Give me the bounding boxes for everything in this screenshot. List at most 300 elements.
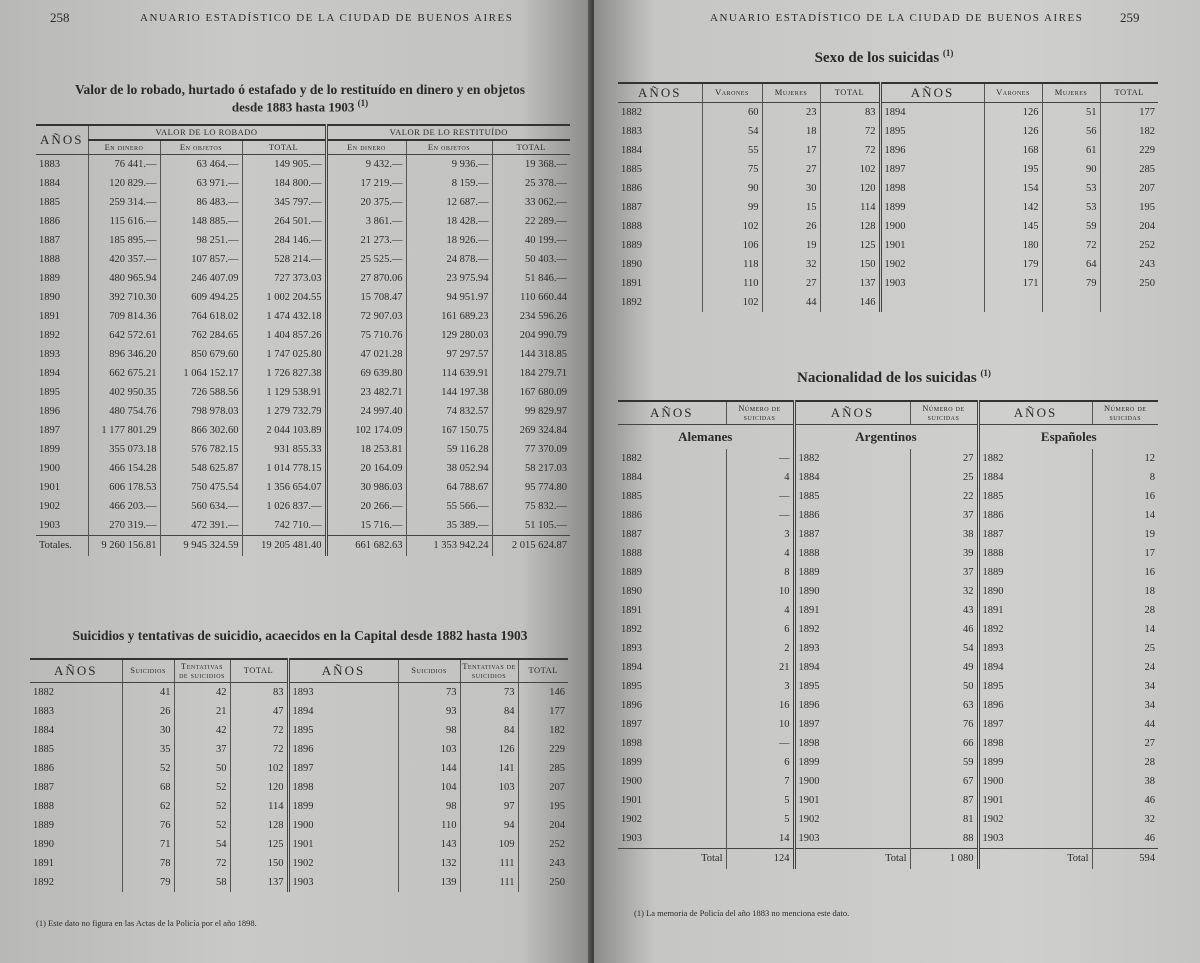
table-row — [30, 778, 568, 797]
sexo-footnote-mark: (1) — [942, 48, 954, 58]
total-cell: 195 — [549, 800, 565, 812]
table-row — [618, 141, 1158, 160]
numero-cell: 63 — [910, 696, 978, 715]
total-cell: 72 — [820, 122, 880, 141]
numero-cell: 43 — [910, 601, 978, 620]
suicidios-cell: 68 — [122, 778, 174, 797]
table-row — [618, 582, 1158, 601]
table-row — [36, 402, 570, 421]
restituido-total-cell: 77 370.09 — [525, 443, 567, 455]
table-row — [618, 179, 1158, 198]
numero-cell: 88 — [910, 829, 978, 849]
totals-robado-objetos: 9 945 324.59 — [160, 535, 242, 556]
robado-objetos-cell: 1 064 152.17 — [160, 364, 242, 383]
total-cell: 72 — [230, 721, 288, 740]
robado-dinero-cell: 420 357.— — [88, 250, 160, 269]
year-cell: 1892 — [794, 620, 910, 639]
total-cell: 146 — [549, 686, 565, 698]
numero-cell: 7 — [726, 772, 794, 791]
table-row — [618, 506, 1158, 525]
restituido-total-cell: 51 105.— — [525, 519, 567, 531]
table-row — [30, 682, 568, 702]
robado-dinero-cell: 76 441.— — [88, 154, 160, 174]
robado-total-cell: 149 905.— — [242, 154, 326, 174]
robado-total-cell: 1 474 432.18 — [242, 307, 326, 326]
tentativas-cell: 141 — [460, 759, 518, 778]
table-row — [618, 160, 1158, 179]
robado-objetos-cell: 63 971.— — [160, 174, 242, 193]
year-cell: 1892 — [618, 293, 702, 312]
robado-dinero-cell: 115 616.— — [88, 212, 160, 231]
restituido-dinero-cell: 15 708.47 — [326, 288, 406, 307]
table-row — [36, 193, 570, 212]
header-valor-robado: VALOR DE LO ROBADO — [88, 125, 326, 140]
robado-objetos-cell: 576 782.15 — [160, 440, 242, 459]
year-cell: 1890 — [794, 582, 910, 601]
mujeres-cell: 59 — [1042, 217, 1100, 236]
varones-cell: 75 — [702, 160, 762, 179]
table-row — [618, 293, 1158, 312]
robado-total-cell: 742 710.— — [242, 516, 326, 536]
nationality-name-2: Españoles — [1040, 428, 1097, 444]
year-cell: 1889 — [618, 236, 702, 255]
restituido-total-cell: 269 324.84 — [519, 424, 567, 436]
year-cell: 1892 — [978, 620, 1092, 639]
restituido-dinero-cell: 9 432.— — [326, 154, 406, 174]
year-cell: 1896 — [36, 402, 88, 421]
nac-header-numero-1: Número de suicidas — [726, 401, 794, 424]
numero-cell: 5 — [726, 810, 794, 829]
nationality-name-1: Argentinos — [794, 424, 978, 449]
robado-objetos-cell: 246 407.09 — [160, 269, 242, 288]
numero-cell: 46 — [1144, 794, 1155, 806]
table-row — [618, 715, 1158, 734]
nac-header-anos-3: AÑOS — [978, 401, 1092, 424]
numero-cell: 87 — [910, 791, 978, 810]
total-cell: 102 — [230, 759, 288, 778]
restituido-dinero-cell: 102 174.09 — [326, 421, 406, 440]
year-cell: 1897 — [288, 759, 398, 778]
total-cell: 229 — [549, 743, 565, 755]
year-cell: 1902 — [618, 810, 726, 829]
numero-cell: 54 — [910, 639, 978, 658]
empty-cell — [1100, 293, 1158, 312]
year-cell: 1901 — [36, 478, 88, 497]
mujeres-cell: 17 — [762, 141, 820, 160]
mujeres-cell: 23 — [762, 102, 820, 122]
header-restituido-total: TOTAL — [492, 140, 570, 154]
year-cell: 1885 — [794, 487, 910, 506]
total-cell: 252 — [549, 838, 565, 850]
year-cell: 1896 — [880, 141, 984, 160]
table-row — [618, 810, 1158, 829]
mujeres-cell: 18 — [762, 122, 820, 141]
numero-cell: 25 — [910, 468, 978, 487]
restituido-objetos-cell: 167 150.75 — [406, 421, 492, 440]
tentativas-cell: 109 — [460, 835, 518, 854]
total-cell: 47 — [230, 702, 288, 721]
numero-cell: 76 — [910, 715, 978, 734]
robado-dinero-cell: 662 675.21 — [88, 364, 160, 383]
year-cell: 1899 — [288, 797, 398, 816]
robado-objetos-cell: 764 618.02 — [160, 307, 242, 326]
suicidios-cell: 76 — [122, 816, 174, 835]
restituido-objetos-cell: 8 159.— — [406, 174, 492, 193]
year-cell: 1901 — [880, 236, 984, 255]
table-row — [36, 212, 570, 231]
table-row — [618, 829, 1158, 849]
year-cell: 1899 — [794, 753, 910, 772]
year-cell: 1892 — [30, 873, 122, 892]
nationality-name-0: Alemanes — [618, 424, 794, 449]
mujeres-cell: 26 — [762, 217, 820, 236]
tentativas-cell: 111 — [460, 854, 518, 873]
robado-total-cell: 1 026 837.— — [242, 497, 326, 516]
year-cell: 1890 — [618, 255, 702, 274]
robado-objetos-cell: 107 857.— — [160, 250, 242, 269]
year-cell: 1888 — [618, 544, 726, 563]
tentativas-cell: 50 — [174, 759, 230, 778]
year-cell: 1900 — [288, 816, 398, 835]
tentativas-cell: 54 — [174, 835, 230, 854]
total-cell: 243 — [549, 857, 565, 869]
sexo-header-mujeres-left: Mujeres — [762, 83, 820, 102]
total-value: 124 — [726, 848, 794, 869]
total-cell: 204 — [549, 819, 565, 831]
robado-objetos-cell: 609 494.25 — [160, 288, 242, 307]
restituido-total-cell: 58 217.03 — [525, 462, 567, 474]
suicidios-cell: 41 — [122, 682, 174, 702]
year-cell: 1894 — [794, 658, 910, 677]
total-cell: 182 — [1139, 125, 1155, 137]
year-cell: 1886 — [618, 506, 726, 525]
year-cell: 1903 — [288, 873, 398, 892]
restituido-total-cell: 40 199.— — [525, 234, 567, 246]
year-cell: 1882 — [618, 102, 702, 122]
restituido-dinero-cell: 3 861.— — [326, 212, 406, 231]
year-cell: 1883 — [618, 122, 702, 141]
numero-cell: 8 — [726, 563, 794, 582]
suicidios-cell: 26 — [122, 702, 174, 721]
numero-cell: — — [726, 506, 794, 525]
year-cell: 1884 — [978, 468, 1092, 487]
numero-cell: 66 — [910, 734, 978, 753]
numero-cell: 27 — [910, 449, 978, 468]
table-row — [618, 696, 1158, 715]
year-cell: 1884 — [618, 468, 726, 487]
year-cell: 1899 — [618, 753, 726, 772]
total-cell: 207 — [549, 781, 565, 793]
numero-cell: 27 — [1144, 737, 1155, 749]
varones-cell: 99 — [702, 198, 762, 217]
total-cell: 120 — [820, 179, 880, 198]
numero-cell: — — [726, 487, 794, 506]
total-cell: 114 — [230, 797, 288, 816]
table-row — [30, 816, 568, 835]
year-cell: 1901 — [794, 791, 910, 810]
year-cell: 1886 — [30, 759, 122, 778]
total-cell: 252 — [1139, 239, 1155, 251]
tentativas-cell: 73 — [460, 682, 518, 702]
year-cell: 1898 — [618, 734, 726, 753]
footnote-right: (1) La memoria de Policía del año 1883 no menciona este dato. — [634, 908, 850, 918]
empty-cell — [1042, 293, 1100, 312]
restituido-objetos-cell: 74 832.57 — [406, 402, 492, 421]
robado-total-cell: 931 855.33 — [242, 440, 326, 459]
robado-dinero-cell: 642 572.61 — [88, 326, 160, 345]
nacionalidad-table — [618, 400, 1158, 869]
suicidios-cell: 110 — [398, 816, 460, 835]
table-row — [36, 497, 570, 516]
sexo-title — [694, 48, 1074, 67]
numero-cell: 10 — [726, 715, 794, 734]
year-cell: 1884 — [30, 721, 122, 740]
footnote-left: (1) Este dato no figura en las Actas de la Policía por el año 1898. — [36, 918, 257, 928]
table-row — [30, 759, 568, 778]
tentativas-cell: 97 — [460, 797, 518, 816]
year-cell: 1893 — [36, 345, 88, 364]
robado-table — [36, 124, 570, 556]
sexo-header-total-left: TOTAL — [820, 83, 880, 102]
year-cell: 1899 — [36, 440, 88, 459]
restituido-total-cell: 25 378.— — [525, 177, 567, 189]
tentativas-cell: 126 — [460, 740, 518, 759]
tentativas-cell: 42 — [174, 721, 230, 740]
year-cell: 1900 — [978, 772, 1092, 791]
total-cell: 229 — [1139, 144, 1155, 156]
table-row — [618, 217, 1158, 236]
year-cell: 1903 — [36, 516, 88, 536]
restituido-objetos-cell: 35 389.— — [406, 516, 492, 536]
numero-cell: 32 — [910, 582, 978, 601]
table-row — [30, 835, 568, 854]
year-cell: 1885 — [618, 487, 726, 506]
totals-row — [618, 848, 1158, 869]
year-cell: 1900 — [36, 459, 88, 478]
mujeres-cell: 72 — [1042, 236, 1100, 255]
right-page — [594, 0, 1200, 963]
restituido-total-cell: 144 318.85 — [519, 348, 567, 360]
varones-cell: 60 — [702, 102, 762, 122]
robado-dinero-cell: 466 203.— — [88, 497, 160, 516]
varones-cell: 126 — [984, 102, 1042, 122]
numero-cell: 37 — [910, 563, 978, 582]
total-cell: 204 — [1139, 220, 1155, 232]
restituido-total-cell: 51 846.— — [525, 272, 567, 284]
year-cell: 1900 — [794, 772, 910, 791]
year-cell: 1890 — [30, 835, 122, 854]
tentativas-cell: 21 — [174, 702, 230, 721]
year-cell: 1895 — [618, 677, 726, 696]
suicidios-cell: 93 — [398, 702, 460, 721]
mujeres-cell: 56 — [1042, 122, 1100, 141]
table-row — [618, 487, 1158, 506]
total-value: 594 — [1092, 848, 1158, 869]
tentativas-cell: 52 — [174, 816, 230, 835]
left-page — [0, 0, 592, 963]
table-row — [36, 250, 570, 269]
table-row — [30, 854, 568, 873]
suicidios-cell: 79 — [122, 873, 174, 892]
year-cell: 1896 — [288, 740, 398, 759]
robado-total-cell: 1 726 827.38 — [242, 364, 326, 383]
table-row — [30, 740, 568, 759]
total-cell: 207 — [1139, 182, 1155, 194]
table-row — [36, 326, 570, 345]
year-cell: 1887 — [618, 525, 726, 544]
restituido-total-cell: 167 680.09 — [519, 386, 567, 398]
restituido-dinero-cell: 21 273.— — [326, 231, 406, 250]
restituido-objetos-cell: 38 052.94 — [406, 459, 492, 478]
tentativas-cell: 72 — [174, 854, 230, 873]
numero-cell: 50 — [910, 677, 978, 696]
numero-cell: 14 — [1144, 509, 1155, 521]
restituido-dinero-cell: 27 870.06 — [326, 269, 406, 288]
suicidios-cell: 78 — [122, 854, 174, 873]
restituido-dinero-cell: 47 021.28 — [326, 345, 406, 364]
total-cell: 83 — [820, 102, 880, 122]
restituido-dinero-cell: 30 986.03 — [326, 478, 406, 497]
nacionalidad-title-text: Nacionalidad de los suicidas — [797, 370, 977, 386]
sexo-header-total-right: TOTAL — [1100, 83, 1158, 102]
robado-total-cell: 264 501.— — [242, 212, 326, 231]
year-cell: 1886 — [618, 179, 702, 198]
table-row — [30, 702, 568, 721]
table-row — [618, 449, 1158, 468]
sexo-table — [618, 82, 1158, 312]
table-row — [36, 459, 570, 478]
table-row — [36, 269, 570, 288]
totals-restituido-dinero: 661 682.63 — [326, 535, 406, 556]
suicidios-cell: 144 — [398, 759, 460, 778]
varones-cell: 126 — [984, 122, 1042, 141]
robado-objetos-cell: 560 634.— — [160, 497, 242, 516]
year-cell: 1885 — [618, 160, 702, 179]
total-cell: 150 — [820, 255, 880, 274]
year-cell: 1902 — [36, 497, 88, 516]
restituido-objetos-cell: 24 878.— — [406, 250, 492, 269]
robado-objetos-cell: 850 679.60 — [160, 345, 242, 364]
restituido-objetos-cell: 23 975.94 — [406, 269, 492, 288]
restituido-dinero-cell: 23 482.71 — [326, 383, 406, 402]
robado-dinero-cell: 896 346.20 — [88, 345, 160, 364]
restituido-objetos-cell: 161 689.23 — [406, 307, 492, 326]
header-valor-restituido: VALOR DE LO RESTITUÍDO — [326, 125, 570, 140]
restituido-objetos-cell: 114 639.91 — [406, 364, 492, 383]
table-row — [618, 236, 1158, 255]
nac-header-numero-2: Número de suicidas — [910, 401, 978, 424]
numero-cell: 4 — [726, 468, 794, 487]
year-cell: 1891 — [618, 274, 702, 293]
robado-dinero-cell: 355 073.18 — [88, 440, 160, 459]
numero-cell: 81 — [910, 810, 978, 829]
numero-cell: — — [726, 449, 794, 468]
numero-cell: 37 — [910, 506, 978, 525]
restituido-total-cell: 75 832.— — [525, 500, 567, 512]
robado-objetos-cell: 472 391.— — [160, 516, 242, 536]
sexo-header-anos-left: AÑOS — [618, 83, 702, 102]
year-cell: 1883 — [36, 154, 88, 174]
varones-cell: 145 — [984, 217, 1042, 236]
totals-row — [36, 535, 570, 556]
suicidios-cell: 52 — [122, 759, 174, 778]
year-cell: 1882 — [794, 449, 910, 468]
year-cell: 1895 — [880, 122, 984, 141]
robado-total-cell: 1 404 857.26 — [242, 326, 326, 345]
robado-dinero-cell: 402 950.35 — [88, 383, 160, 402]
restituido-objetos-cell: 64 788.67 — [406, 478, 492, 497]
year-cell: 1890 — [618, 582, 726, 601]
year-cell: 1893 — [794, 639, 910, 658]
table-row — [36, 440, 570, 459]
total-cell: 125 — [820, 236, 880, 255]
restituido-total-cell: 22 289.— — [525, 215, 567, 227]
numero-cell: 39 — [910, 544, 978, 563]
robado-total-cell: 284 146.— — [242, 231, 326, 250]
varones-cell: 154 — [984, 179, 1042, 198]
numero-cell: 24 — [1144, 661, 1155, 673]
tentativas-cell: 94 — [460, 816, 518, 835]
numero-cell: 46 — [1144, 832, 1155, 844]
table-row — [618, 544, 1158, 563]
suicidios-cell: 71 — [122, 835, 174, 854]
year-cell: 1890 — [36, 288, 88, 307]
robado-objetos-cell: 750 475.54 — [160, 478, 242, 497]
table-row — [36, 383, 570, 402]
numero-cell: 6 — [726, 753, 794, 772]
year-cell: 1886 — [978, 506, 1092, 525]
suicidios-title: Suicidios y tentativas de suicidio, acaecidos en la Capital desde 1882 hasta 1903 — [72, 628, 528, 643]
total-cell: 128 — [820, 217, 880, 236]
total-label: Total — [978, 848, 1092, 869]
suic-header-suicidios-right: Suicidios — [398, 659, 460, 682]
nac-header-numero-3: Número de suicidas — [1092, 401, 1158, 424]
numero-cell: 19 — [1144, 528, 1155, 540]
year-cell: 1893 — [618, 639, 726, 658]
year-cell: 1897 — [36, 421, 88, 440]
table-row — [36, 516, 570, 536]
total-cell: 250 — [1139, 277, 1155, 289]
year-cell: 1887 — [618, 198, 702, 217]
restituido-total-cell: 184 279.71 — [519, 367, 567, 379]
header-restituido-objetos: En objetos — [406, 140, 492, 154]
robado-dinero-cell: 480 754.76 — [88, 402, 160, 421]
restituido-total-cell: 110 660.44 — [520, 291, 567, 303]
table-row — [30, 721, 568, 740]
numero-cell: 25 — [1144, 642, 1155, 654]
varones-cell: 55 — [702, 141, 762, 160]
restituido-dinero-cell: 18 253.81 — [326, 440, 406, 459]
mujeres-cell: 27 — [762, 274, 820, 293]
tentativas-cell: 111 — [460, 873, 518, 892]
robado-dinero-cell: 606 178.53 — [88, 478, 160, 497]
total-cell: 146 — [820, 293, 880, 312]
year-cell: 1887 — [978, 525, 1092, 544]
mujeres-cell: 51 — [1042, 102, 1100, 122]
numero-cell: 3 — [726, 677, 794, 696]
restituido-objetos-cell: 18 926.— — [406, 231, 492, 250]
suicidios-cell: 98 — [398, 721, 460, 740]
robado-total-cell: 1 279 732.79 — [242, 402, 326, 421]
restituido-objetos-cell: 12 687.— — [406, 193, 492, 212]
varones-cell: 110 — [702, 274, 762, 293]
year-cell: 1903 — [978, 829, 1092, 849]
table-row — [618, 658, 1158, 677]
suicidios-cell: 98 — [398, 797, 460, 816]
year-cell: 1895 — [36, 383, 88, 402]
restituido-dinero-cell: 20 164.09 — [326, 459, 406, 478]
year-cell: 1884 — [618, 141, 702, 160]
